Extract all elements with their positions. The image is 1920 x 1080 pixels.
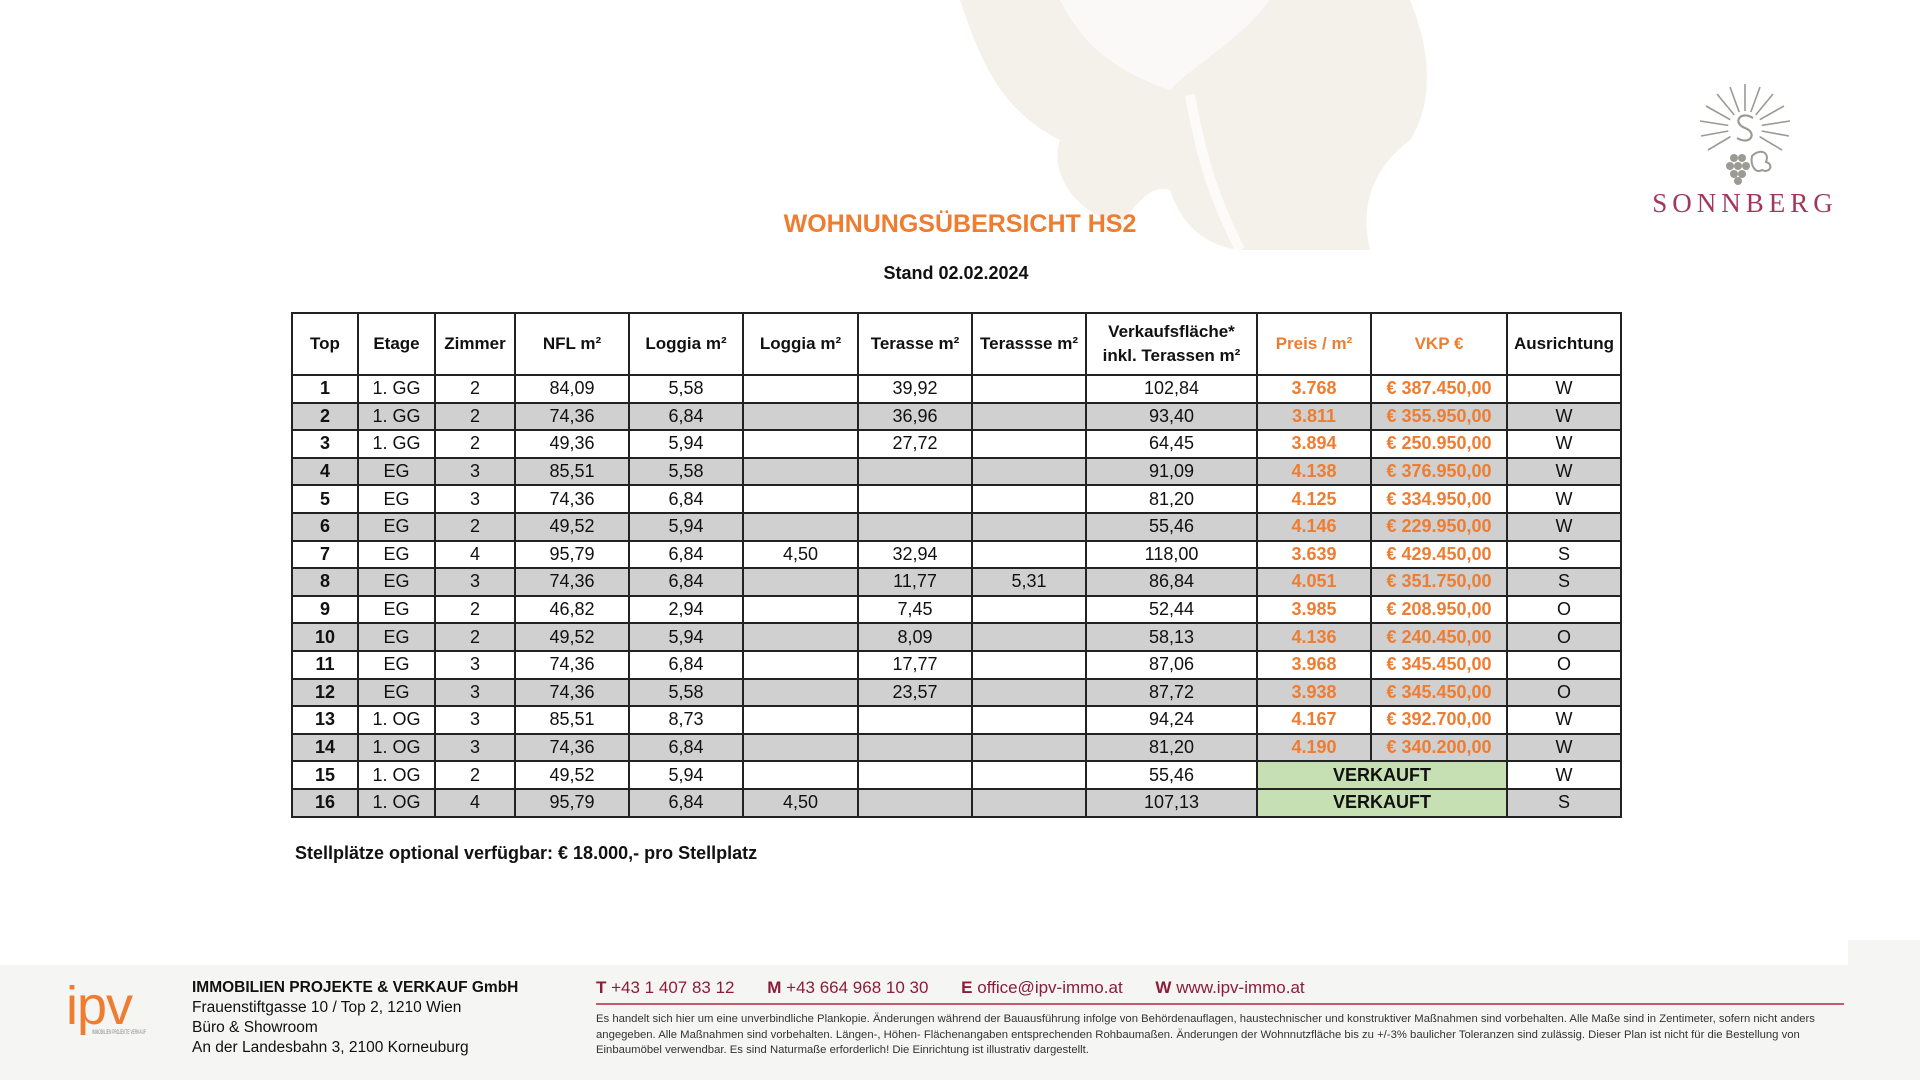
table-row bbox=[292, 568, 1621, 596]
cell-terasse bbox=[858, 734, 972, 762]
table-row bbox=[292, 541, 1621, 569]
cell-zimmer: 3 bbox=[435, 734, 515, 762]
cell-ausrichtung: W bbox=[1507, 485, 1621, 513]
cell-etage: 1. OG bbox=[358, 734, 435, 762]
cell-verkaufsflaeche: 93,40 bbox=[1086, 403, 1257, 431]
contact-bar bbox=[596, 978, 1333, 998]
cell-top: 2 bbox=[292, 403, 358, 431]
cell-zimmer: 3 bbox=[435, 485, 515, 513]
contact-mobile-prefix: M bbox=[767, 978, 782, 997]
cell-loggia-1: 6,84 bbox=[629, 734, 743, 762]
cell-etage: EG bbox=[358, 651, 435, 679]
cell-verkaufsflaeche: 81,20 bbox=[1086, 734, 1257, 762]
cell-nfl: 74,36 bbox=[515, 485, 629, 513]
cell-zimmer: 3 bbox=[435, 651, 515, 679]
cell-verkaufsflaeche: 91,09 bbox=[1086, 458, 1257, 486]
cell-loggia-2 bbox=[743, 458, 858, 486]
cell-terassse bbox=[972, 541, 1086, 569]
cell-loggia-1: 5,94 bbox=[629, 513, 743, 541]
cell-loggia-1: 5,94 bbox=[629, 761, 743, 789]
cell-top: 10 bbox=[292, 623, 358, 651]
cell-vkp: € 229.950,00 bbox=[1371, 513, 1507, 541]
cell-etage: EG bbox=[358, 458, 435, 486]
cell-top: 8 bbox=[292, 568, 358, 596]
cell-terasse bbox=[858, 458, 972, 486]
cell-etage: 1. GG bbox=[358, 403, 435, 431]
cell-loggia-1: 6,84 bbox=[629, 541, 743, 569]
cell-vkp: € 340.200,00 bbox=[1371, 734, 1507, 762]
ipv-logo-text: ipv bbox=[66, 980, 133, 1036]
cell-loggia-2 bbox=[743, 761, 858, 789]
cell-ausrichtung: S bbox=[1507, 541, 1621, 569]
cell-terasse: 17,77 bbox=[858, 651, 972, 679]
cell-preis-m2: 3.938 bbox=[1257, 679, 1371, 707]
table-header-row bbox=[292, 313, 1621, 375]
cell-top: 15 bbox=[292, 761, 358, 789]
cell-verkaufsflaeche: 55,46 bbox=[1086, 513, 1257, 541]
cell-ausrichtung: W bbox=[1507, 403, 1621, 431]
cell-loggia-1: 6,84 bbox=[629, 651, 743, 679]
contact-email-value: office@ipv-immo.at bbox=[977, 978, 1123, 997]
cell-nfl: 74,36 bbox=[515, 734, 629, 762]
cell-zimmer: 2 bbox=[435, 513, 515, 541]
cell-preis-m2: 4.146 bbox=[1257, 513, 1371, 541]
contact-phone-prefix: T bbox=[596, 978, 607, 997]
cell-preis-m2: 3.968 bbox=[1257, 651, 1371, 679]
cell-terasse: 23,57 bbox=[858, 679, 972, 707]
cell-top: 4 bbox=[292, 458, 358, 486]
col-header-verkaufsflaeche bbox=[1086, 313, 1257, 375]
cell-ausrichtung: S bbox=[1507, 568, 1621, 596]
cell-loggia-2 bbox=[743, 375, 858, 403]
table-row bbox=[292, 458, 1621, 486]
cell-loggia-1: 6,84 bbox=[629, 789, 743, 817]
table-row bbox=[292, 651, 1621, 679]
cell-vkp: € 429.450,00 bbox=[1371, 541, 1507, 569]
ipv-logo bbox=[66, 980, 170, 1053]
disclaimer-text: Es handelt sich hier um eine unverbindliche Plankopie. Änderungen während der Bauausführung infolge von Behördenauflagen, haustechnischer und konstruktiver Maßnahmen sind vorbehalten. Alle Maße sind in Zentimeter, sofern nicht anders angegeben. Alle Maßnahmen sind vorbehalten. Längen-, Höhen- Flächenangaben entsprechenden Rohbaumaßen. Änderungen der Wohnnutzfläche bis zu +/-3% baulicher Toleranzen sind zulässig. Dieser Plan ist nicht für die Bestellung von Einbaumöbel verwendbar. Es sind Naturmaße erforderlich! Die Einrichtung ist illustrativ dargestellt. bbox=[596, 1013, 1815, 1057]
cell-terasse: 7,45 bbox=[858, 596, 972, 624]
cell-verkaufsflaeche: 64,45 bbox=[1086, 430, 1257, 458]
sun-grape-icon bbox=[1690, 78, 1800, 186]
table-row bbox=[292, 679, 1621, 707]
col-header-terassse: Terassse m² bbox=[972, 313, 1086, 375]
contact-website-prefix: W bbox=[1155, 978, 1172, 997]
cell-terassse bbox=[972, 623, 1086, 651]
cell-ausrichtung: O bbox=[1507, 596, 1621, 624]
table-row bbox=[292, 596, 1621, 624]
col-header-loggia-2: Loggia m² bbox=[743, 313, 858, 375]
cell-loggia-2 bbox=[743, 623, 858, 651]
cell-vkp: € 250.950,00 bbox=[1371, 430, 1507, 458]
cell-ausrichtung: W bbox=[1507, 458, 1621, 486]
status-badge-sold: VERKAUFT bbox=[1257, 761, 1507, 789]
cell-vkp: € 334.950,00 bbox=[1371, 485, 1507, 513]
table-row bbox=[292, 485, 1621, 513]
cell-vkp: € 345.450,00 bbox=[1371, 651, 1507, 679]
sonnberg-brand-text: SONNBERG bbox=[1652, 188, 1838, 218]
contact-email-prefix: E bbox=[961, 978, 973, 997]
cell-terassse bbox=[972, 761, 1086, 789]
cell-loggia-2 bbox=[743, 651, 858, 679]
cell-nfl: 84,09 bbox=[515, 375, 629, 403]
cell-loggia-2 bbox=[743, 679, 858, 707]
cell-verkaufsflaeche: 107,13 bbox=[1086, 789, 1257, 817]
cell-loggia-1: 6,84 bbox=[629, 403, 743, 431]
cell-nfl: 49,52 bbox=[515, 623, 629, 651]
cell-loggia-1: 5,94 bbox=[629, 623, 743, 651]
cell-loggia-2 bbox=[743, 513, 858, 541]
cell-preis-m2: 3.811 bbox=[1257, 403, 1371, 431]
cell-vkp: € 355.950,00 bbox=[1371, 403, 1507, 431]
cell-loggia-1: 6,84 bbox=[629, 485, 743, 513]
cell-verkaufsflaeche: 86,84 bbox=[1086, 568, 1257, 596]
contact-phone-value: +43 1 407 83 12 bbox=[611, 978, 735, 997]
cell-vkp: € 208.950,00 bbox=[1371, 596, 1507, 624]
cell-preis-m2: 3.894 bbox=[1257, 430, 1371, 458]
col-header-preis-m2: Preis / m² bbox=[1257, 313, 1371, 375]
company-address-line: Frauenstiftgasse 10 / Top 2, 1210 Wien bbox=[192, 999, 462, 1016]
cell-verkaufsflaeche: 87,72 bbox=[1086, 679, 1257, 707]
cell-vkp: € 240.450,00 bbox=[1371, 623, 1507, 651]
cell-zimmer: 3 bbox=[435, 458, 515, 486]
contact-website[interactable] bbox=[1155, 978, 1304, 997]
cell-zimmer: 4 bbox=[435, 541, 515, 569]
cell-terasse: 32,94 bbox=[858, 541, 972, 569]
cell-nfl: 49,52 bbox=[515, 761, 629, 789]
table-row bbox=[292, 375, 1621, 403]
cell-verkaufsflaeche: 118,00 bbox=[1086, 541, 1257, 569]
cell-etage: EG bbox=[358, 541, 435, 569]
col-header-nfl: NFL m² bbox=[515, 313, 629, 375]
cell-verkaufsflaeche: 52,44 bbox=[1086, 596, 1257, 624]
cell-top: 5 bbox=[292, 485, 358, 513]
table-row bbox=[292, 789, 1621, 817]
cell-verkaufsflaeche: 87,06 bbox=[1086, 651, 1257, 679]
cell-zimmer: 3 bbox=[435, 706, 515, 734]
cell-terassse bbox=[972, 679, 1086, 707]
page-subtitle: Stand 02.02.2024 bbox=[883, 263, 1029, 283]
cell-terassse bbox=[972, 403, 1086, 431]
cell-preis-m2: 4.190 bbox=[1257, 734, 1371, 762]
cell-etage: 1. GG bbox=[358, 375, 435, 403]
cell-nfl: 95,79 bbox=[515, 541, 629, 569]
col-header-zimmer: Zimmer bbox=[435, 313, 515, 375]
cell-loggia-2 bbox=[743, 734, 858, 762]
cell-loggia-2: 4,50 bbox=[743, 789, 858, 817]
footer-divider bbox=[596, 1003, 1844, 1005]
cell-top: 12 bbox=[292, 679, 358, 707]
cell-loggia-2: 4,50 bbox=[743, 541, 858, 569]
cell-preis-m2: 3.639 bbox=[1257, 541, 1371, 569]
cell-loggia-1: 5,94 bbox=[629, 430, 743, 458]
cell-top: 11 bbox=[292, 651, 358, 679]
parking-note: Stellplätze optional verfügbar: € 18.000,- pro Stellplatz bbox=[295, 843, 758, 863]
cell-ausrichtung: O bbox=[1507, 623, 1621, 651]
cell-vkp: € 376.950,00 bbox=[1371, 458, 1507, 486]
cell-loggia-1: 6,84 bbox=[629, 568, 743, 596]
cell-loggia-1: 5,58 bbox=[629, 679, 743, 707]
cell-nfl: 49,36 bbox=[515, 430, 629, 458]
cell-zimmer: 4 bbox=[435, 789, 515, 817]
company-address-line: Büro & Showroom bbox=[192, 1019, 318, 1036]
cell-top: 7 bbox=[292, 541, 358, 569]
contact-phone[interactable] bbox=[596, 978, 735, 997]
cell-top: 3 bbox=[292, 430, 358, 458]
cell-nfl: 74,36 bbox=[515, 568, 629, 596]
cell-loggia-1: 2,94 bbox=[629, 596, 743, 624]
cell-preis-m2: 4.051 bbox=[1257, 568, 1371, 596]
col-header-etage: Etage bbox=[358, 313, 435, 375]
cell-top: 6 bbox=[292, 513, 358, 541]
cell-zimmer: 2 bbox=[435, 403, 515, 431]
cell-etage: EG bbox=[358, 596, 435, 624]
company-info bbox=[192, 978, 518, 1058]
cell-nfl: 74,36 bbox=[515, 651, 629, 679]
cell-zimmer: 3 bbox=[435, 568, 515, 596]
cell-verkaufsflaeche: 55,46 bbox=[1086, 761, 1257, 789]
cell-top: 16 bbox=[292, 789, 358, 817]
contact-mobile[interactable] bbox=[767, 978, 928, 997]
cell-vkp: € 351.750,00 bbox=[1371, 568, 1507, 596]
table-row bbox=[292, 623, 1621, 651]
cell-vkp: € 387.450,00 bbox=[1371, 375, 1507, 403]
cell-zimmer: 2 bbox=[435, 375, 515, 403]
cell-vkp: € 392.700,00 bbox=[1371, 706, 1507, 734]
cell-ausrichtung: W bbox=[1507, 430, 1621, 458]
cell-ausrichtung: W bbox=[1507, 706, 1621, 734]
cell-nfl: 74,36 bbox=[515, 679, 629, 707]
cell-terasse bbox=[858, 513, 972, 541]
col-header-terasse: Terasse m² bbox=[858, 313, 972, 375]
cell-ausrichtung: W bbox=[1507, 513, 1621, 541]
cell-terasse bbox=[858, 761, 972, 789]
cell-zimmer: 2 bbox=[435, 761, 515, 789]
cell-top: 1 bbox=[292, 375, 358, 403]
cell-terasse: 39,92 bbox=[858, 375, 972, 403]
cell-verkaufsflaeche: 81,20 bbox=[1086, 485, 1257, 513]
table-row bbox=[292, 403, 1621, 431]
col-header-vkp: VKP € bbox=[1371, 313, 1507, 375]
cell-loggia-2 bbox=[743, 568, 858, 596]
cell-ausrichtung: O bbox=[1507, 679, 1621, 707]
cell-terassse bbox=[972, 789, 1086, 817]
cell-etage: EG bbox=[358, 513, 435, 541]
cell-etage: EG bbox=[358, 485, 435, 513]
cell-terassse bbox=[972, 485, 1086, 513]
cell-ausrichtung: W bbox=[1507, 375, 1621, 403]
ipv-logo-subtext: IMMOBILIEN PROJEKTE VERKAUF bbox=[92, 1030, 147, 1036]
cell-vkp: € 345.450,00 bbox=[1371, 679, 1507, 707]
col-header-verkaufsflaeche-line1: Verkaufsfläche* bbox=[1108, 322, 1235, 342]
cell-zimmer: 2 bbox=[435, 623, 515, 651]
cell-etage: EG bbox=[358, 623, 435, 651]
contact-website-value: www.ipv-immo.at bbox=[1176, 978, 1305, 997]
cell-terasse bbox=[858, 789, 972, 817]
cell-terassse bbox=[972, 706, 1086, 734]
cell-nfl: 74,36 bbox=[515, 403, 629, 431]
cell-etage: 1. OG bbox=[358, 706, 435, 734]
cell-verkaufsflaeche: 94,24 bbox=[1086, 706, 1257, 734]
apartment-table bbox=[291, 312, 1622, 818]
cell-terasse: 11,77 bbox=[858, 568, 972, 596]
cell-nfl: 85,51 bbox=[515, 458, 629, 486]
cell-ausrichtung: W bbox=[1507, 734, 1621, 762]
cell-ausrichtung: W bbox=[1507, 761, 1621, 789]
table-row bbox=[292, 513, 1621, 541]
col-header-verkaufsflaeche-line2: inkl. Terassen m² bbox=[1102, 346, 1241, 365]
cell-terassse bbox=[972, 596, 1086, 624]
cell-preis-m2: 3.985 bbox=[1257, 596, 1371, 624]
company-name: IMMOBILIEN PROJEKTE & VERKAUF GmbH bbox=[192, 979, 519, 996]
cell-terasse: 27,72 bbox=[858, 430, 972, 458]
cell-terassse bbox=[972, 430, 1086, 458]
cell-terassse bbox=[972, 734, 1086, 762]
cell-zimmer: 3 bbox=[435, 679, 515, 707]
ipv-logo-mark bbox=[66, 980, 170, 1048]
table-row bbox=[292, 761, 1621, 789]
cell-preis-m2: 4.138 bbox=[1257, 458, 1371, 486]
cell-ausrichtung: O bbox=[1507, 651, 1621, 679]
cell-loggia-1: 8,73 bbox=[629, 706, 743, 734]
company-address-line: An der Landesbahn 3, 2100 Korneuburg bbox=[192, 1039, 469, 1056]
cell-nfl: 46,82 bbox=[515, 596, 629, 624]
cell-nfl: 49,52 bbox=[515, 513, 629, 541]
cell-loggia-1: 5,58 bbox=[629, 375, 743, 403]
cell-verkaufsflaeche: 58,13 bbox=[1086, 623, 1257, 651]
cell-top: 14 bbox=[292, 734, 358, 762]
cell-etage: EG bbox=[358, 679, 435, 707]
cell-verkaufsflaeche: 102,84 bbox=[1086, 375, 1257, 403]
sonnberg-logo bbox=[1650, 78, 1840, 228]
cell-loggia-2 bbox=[743, 430, 858, 458]
cell-terassse bbox=[972, 513, 1086, 541]
cell-nfl: 85,51 bbox=[515, 706, 629, 734]
contact-mobile-value: +43 664 968 10 30 bbox=[786, 978, 929, 997]
cell-terassse bbox=[972, 651, 1086, 679]
table-row bbox=[292, 430, 1621, 458]
cell-loggia-2 bbox=[743, 706, 858, 734]
cell-terassse bbox=[972, 458, 1086, 486]
cell-top: 9 bbox=[292, 596, 358, 624]
cell-etage: EG bbox=[358, 568, 435, 596]
cell-terasse bbox=[858, 485, 972, 513]
cell-top: 13 bbox=[292, 706, 358, 734]
col-header-top: Top bbox=[292, 313, 358, 375]
cell-terasse: 8,09 bbox=[858, 623, 972, 651]
cell-etage: 1. OG bbox=[358, 761, 435, 789]
cell-etage: 1. OG bbox=[358, 789, 435, 817]
cell-preis-m2: 4.167 bbox=[1257, 706, 1371, 734]
cell-preis-m2: 4.136 bbox=[1257, 623, 1371, 651]
cell-etage: 1. GG bbox=[358, 430, 435, 458]
col-header-ausrichtung: Ausrichtung bbox=[1507, 313, 1621, 375]
status-badge-sold: VERKAUFT bbox=[1257, 789, 1507, 817]
cell-terassse bbox=[972, 375, 1086, 403]
contact-email[interactable] bbox=[961, 978, 1123, 997]
table-row bbox=[292, 706, 1621, 734]
cell-loggia-2 bbox=[743, 596, 858, 624]
cell-zimmer: 2 bbox=[435, 430, 515, 458]
cell-zimmer: 2 bbox=[435, 596, 515, 624]
cell-nfl: 95,79 bbox=[515, 789, 629, 817]
cell-ausrichtung: S bbox=[1507, 789, 1621, 817]
cell-terasse bbox=[858, 706, 972, 734]
cell-terassse: 5,31 bbox=[972, 568, 1086, 596]
cell-terasse: 36,96 bbox=[858, 403, 972, 431]
cell-loggia-2 bbox=[743, 485, 858, 513]
cell-preis-m2: 3.768 bbox=[1257, 375, 1371, 403]
cell-preis-m2: 4.125 bbox=[1257, 485, 1371, 513]
cell-loggia-1: 5,58 bbox=[629, 458, 743, 486]
page-title: WOHNUNGSÜBERSICHT HS2 bbox=[783, 210, 1137, 238]
cell-loggia-2 bbox=[743, 403, 858, 431]
col-header-loggia-1: Loggia m² bbox=[629, 313, 743, 375]
table-row bbox=[292, 734, 1621, 762]
